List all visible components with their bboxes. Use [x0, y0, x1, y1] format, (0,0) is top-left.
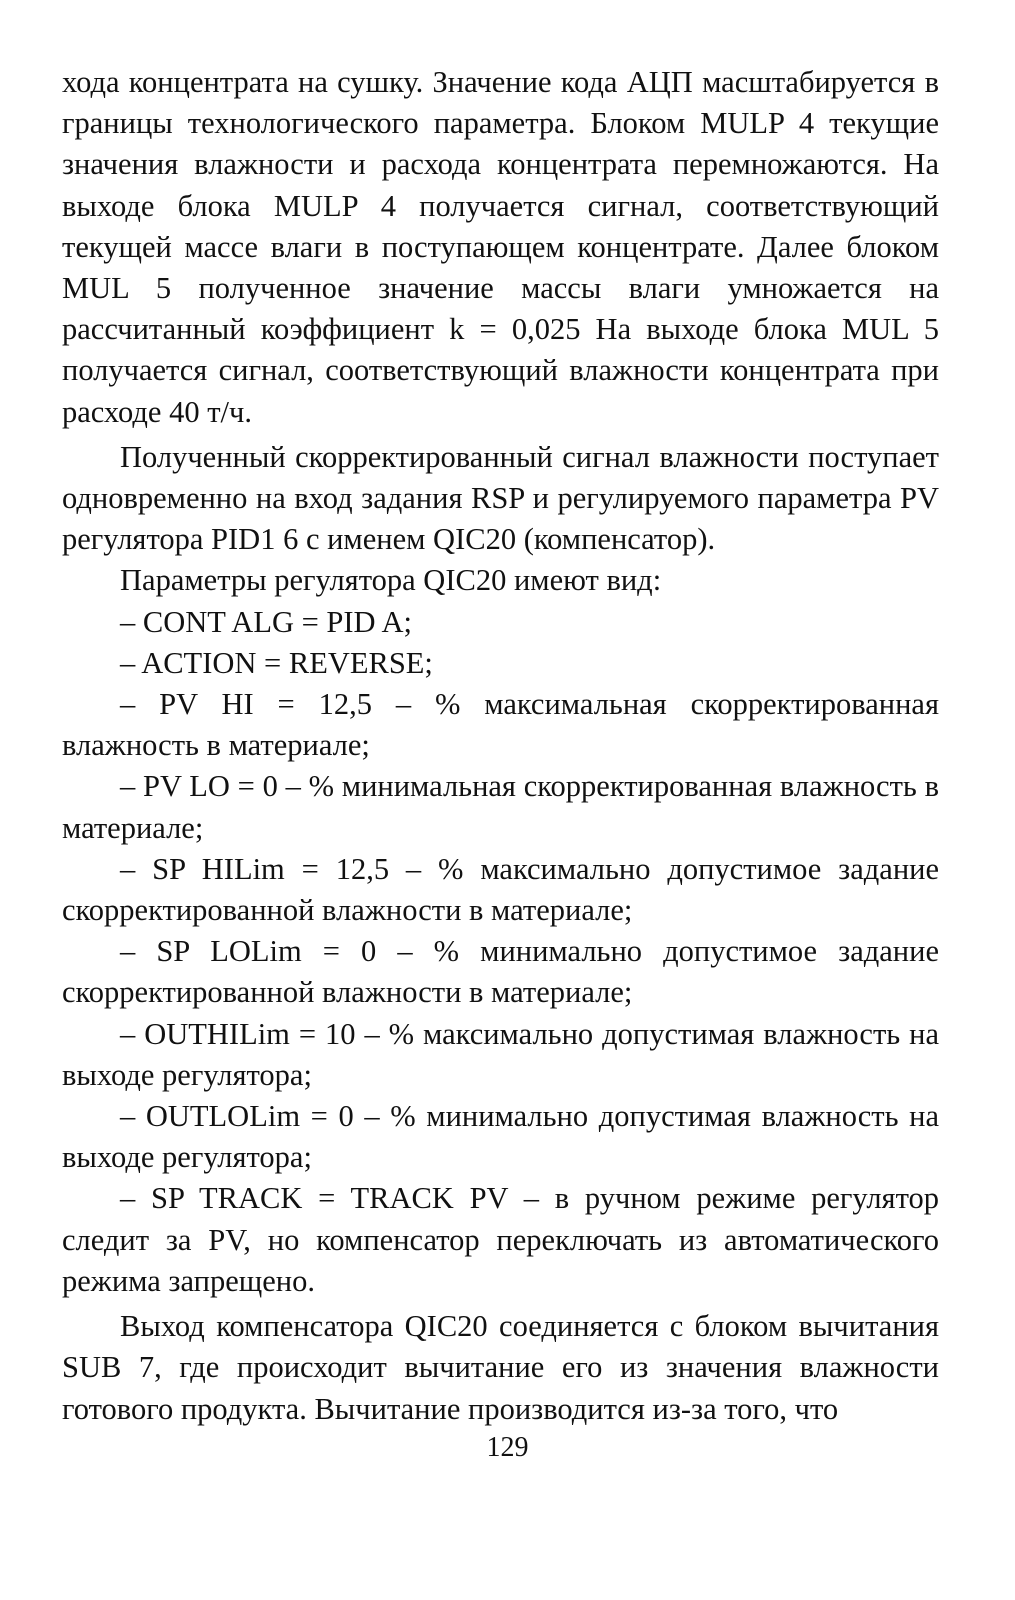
- paragraph-3: Параметры регулятора QIC20 имеют вид:: [120, 563, 662, 598]
- parameter-list: [62, 602, 939, 1302]
- parameter-item: – PV LO = 0 – % минимальная скорректированная влажность в материале;: [62, 769, 939, 845]
- parameter-item: – CONT ALG = PID A;: [120, 604, 413, 639]
- page-body: [62, 62, 939, 1430]
- parameter-item: – SP TRACK = TRACK PV – в ручном режиме регулятор следит за PV, но компенсатор переключать из автоматического режима запрещено.: [62, 1181, 939, 1298]
- paragraph-2: Полученный скорректированный сигнал влажности поступает одновременно на вход задания RSP и регулируемого параметра PV регулятора PID1 6 с именем QIC20 (компенсатор).: [62, 439, 939, 557]
- parameter-item: – OUTHILim = 10 – % максимально допустимая влажность на выходе регулятора;: [62, 1016, 939, 1092]
- page-number: 129: [486, 1432, 529, 1463]
- paragraph-1: хода концентрата на сушку. Значение кода АЦП масштабируется в границы технологического параметра. Блоком MULP 4 текущие значения влажности и расхода концентрата перемножаются. На выходе блока MULP 4 получается сигнал, соответствующий текущей массе влаги в поступающем концентрате. Далее блоком MUL 5 полученное значение массы влаги умножается на рассчитанный коэффициент k = 0,025 На выходе блока MUL 5 получается сигнал, соответствующий влажности концентрата при расходе 40 т/ч.: [62, 65, 939, 429]
- parameter-item: – PV HI = 12,5 – % максимальная скорректированная влажность в материале;: [62, 687, 939, 763]
- parameter-item: – SP HILim = 12,5 – % максимально допустимое задание скорректированной влажности в материале;: [62, 851, 939, 928]
- paragraph-4: Выход компенсатора QIC20 соединяется с блоком вычитания SUB 7, где происходит вычитание его из значения влажности готового продукта. Вычитание производится из-за того, что: [62, 1309, 939, 1426]
- parameter-item: – SP LOLim = 0 – % минимально допустимое задание скорректированной влажности в материале;: [62, 934, 939, 1010]
- parameter-item: – OUTLOLim = 0 – % минимально допустимая влажность на выходе регулятора;: [62, 1099, 939, 1175]
- parameter-item: – ACTION = REVERSE;: [120, 645, 433, 680]
